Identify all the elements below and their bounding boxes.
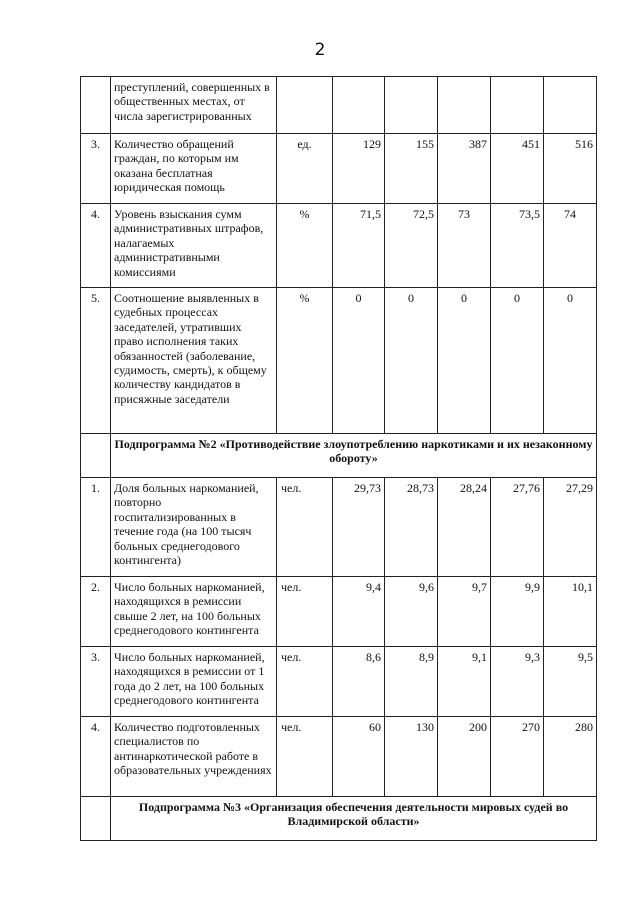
row-number	[81, 77, 111, 134]
value-cell: 9,7	[438, 577, 491, 647]
table-row	[81, 478, 597, 577]
value-cell: 72,5	[385, 204, 438, 288]
subprogram-header-row	[81, 434, 597, 478]
value-cell	[544, 77, 597, 134]
unit-cell: чел.	[277, 717, 333, 797]
value-cell: 0	[491, 288, 544, 434]
value-cell: 9,3	[491, 647, 544, 717]
value-cell: 9,6	[385, 577, 438, 647]
value-cell: 200	[438, 717, 491, 797]
value-cell: 516	[544, 134, 597, 204]
value-cell: 10,1	[544, 577, 597, 647]
indicator-name: преступлений, совершенных в общественных местах, от числа зарегистрированных	[111, 77, 277, 134]
subprogram-header-row	[81, 797, 597, 841]
value-cell: 28,73	[385, 478, 438, 577]
value-cell: 270	[491, 717, 544, 797]
empty-num-cell	[81, 434, 111, 478]
value-cell: 9,9	[491, 577, 544, 647]
value-cell: 71,5	[333, 204, 385, 288]
value-cell: 0	[438, 288, 491, 434]
indicator-name: Количество обращений граждан, по которым им оказана бесплатная юридическая помощь	[111, 134, 277, 204]
subprogram-3-title: Подпрограмма №3 «Организация обеспечения деятельности мировых судей во Владимирской области»	[111, 797, 597, 841]
value-cell: 29,73	[333, 478, 385, 577]
value-cell: 0	[333, 288, 385, 434]
unit-cell: %	[277, 204, 333, 288]
table-row	[81, 647, 597, 717]
unit-cell: чел.	[277, 647, 333, 717]
value-cell	[333, 77, 385, 134]
value-cell: 0	[544, 288, 597, 434]
unit-cell: чел.	[277, 478, 333, 577]
value-cell	[438, 77, 491, 134]
value-cell: 130	[385, 717, 438, 797]
subprogram-2-title: Подпрограмма №2 «Противодействие злоупотреблению наркотиками и их незаконному обороту»	[111, 434, 597, 478]
value-cell: 8,9	[385, 647, 438, 717]
row-number: 5.	[81, 288, 111, 434]
unit-cell	[277, 77, 333, 134]
value-cell: 451	[491, 134, 544, 204]
value-cell: 155	[385, 134, 438, 204]
row-number: 3.	[81, 134, 111, 204]
table-row	[81, 717, 597, 797]
empty-num-cell	[81, 797, 111, 841]
table-row	[81, 288, 597, 434]
indicators-table	[80, 76, 597, 841]
value-cell: 8,6	[333, 647, 385, 717]
value-cell: 73,5	[491, 204, 544, 288]
value-cell: 387	[438, 134, 491, 204]
row-number: 4.	[81, 204, 111, 288]
value-cell	[385, 77, 438, 134]
table-row	[81, 77, 597, 134]
unit-cell: %	[277, 288, 333, 434]
indicator-name: Количество подготовленных специалистов по антинаркотической работе в образовательных учреждениях	[111, 717, 277, 797]
table-row	[81, 134, 597, 204]
indicator-name: Доля больных наркоманией, повторно госпитализированных в течение года (на 100 тысяч больных среднегодового контингента)	[111, 478, 277, 577]
value-cell: 0	[385, 288, 438, 434]
value-cell: 9,4	[333, 577, 385, 647]
table-row	[81, 204, 597, 288]
row-number: 2.	[81, 577, 111, 647]
value-cell: 9,1	[438, 647, 491, 717]
unit-cell: ед.	[277, 134, 333, 204]
value-cell: 27,29	[544, 478, 597, 577]
value-cell: 28,24	[438, 478, 491, 577]
indicator-name: Уровень взыскания сумм административных штрафов, налагаемых административными комиссиями	[111, 204, 277, 288]
indicator-name: Соотношение выявленных в судебных процессах заседателей, утративших право исполнения таких обязанностей (заболевание, судимость, смерть), к общему количеству кандидатов в присяжные заседатели	[111, 288, 277, 434]
value-cell: 60	[333, 717, 385, 797]
value-cell: 27,76	[491, 478, 544, 577]
value-cell: 74	[544, 204, 597, 288]
page-number: 2	[314, 40, 326, 60]
value-cell: 280	[544, 717, 597, 797]
row-number: 3.	[81, 647, 111, 717]
value-cell: 129	[333, 134, 385, 204]
indicator-name: Число больных наркоманией, находящихся в ремиссии от 1 года до 2 лет, на 100 больных среднегодового контингента	[111, 647, 277, 717]
row-number: 4.	[81, 717, 111, 797]
indicator-name: Число больных наркоманией, находящихся в ремиссии свыше 2 лет, на 100 больных среднегодового контингента	[111, 577, 277, 647]
value-cell	[491, 77, 544, 134]
value-cell: 73	[438, 204, 491, 288]
value-cell: 9,5	[544, 647, 597, 717]
table-row	[81, 577, 597, 647]
unit-cell: чел.	[277, 577, 333, 647]
row-number: 1.	[81, 478, 111, 577]
